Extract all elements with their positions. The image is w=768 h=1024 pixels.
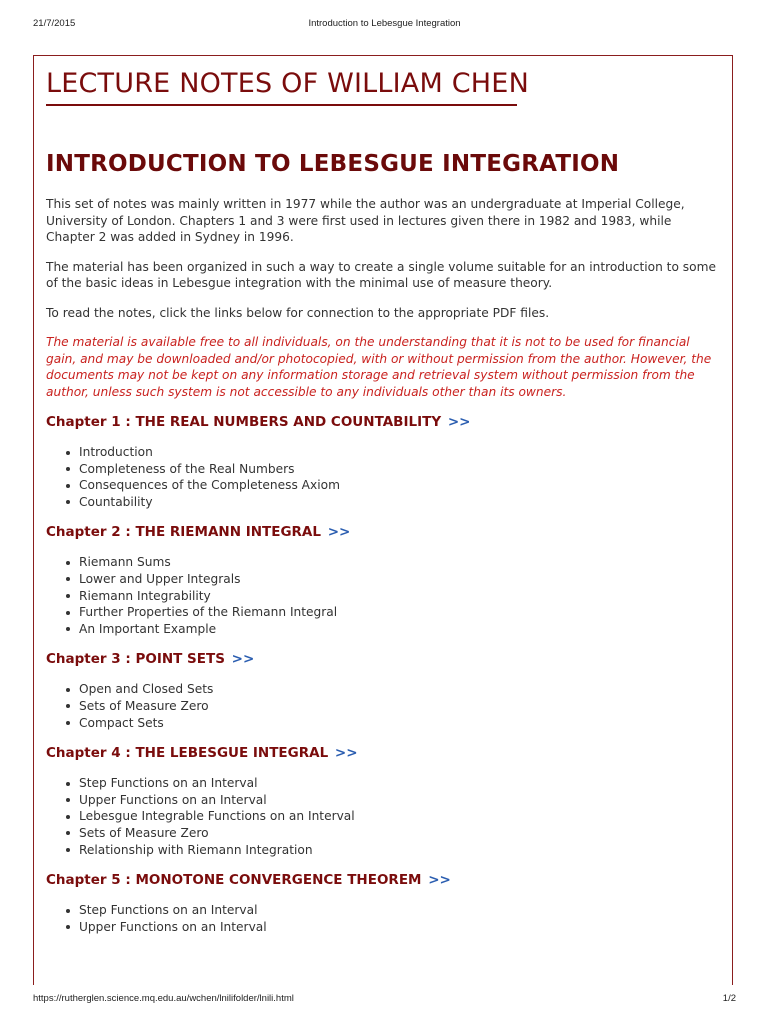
list-item: Lebesgue Integrable Functions on an Interval (79, 808, 720, 825)
chapter-1-pdf-link[interactable]: >> (447, 414, 471, 430)
chapter-heading (46, 745, 720, 761)
title-underline (46, 104, 517, 106)
list-item: Riemann Integrability (79, 588, 720, 605)
page-frame (33, 55, 733, 985)
section-list (46, 775, 720, 858)
chapter-3 (46, 651, 720, 731)
chapter-heading (46, 524, 720, 540)
list-item: Riemann Sums (79, 554, 720, 571)
list-item: Step Functions on an Interval (79, 902, 720, 919)
list-item: Introduction (79, 444, 720, 461)
section-list (46, 902, 720, 935)
print-url: https://rutherglen.science.mq.edu.au/wchen/lnilifolder/lnili.html (33, 993, 294, 1004)
list-item: Sets of Measure Zero (79, 698, 720, 715)
main-content (34, 56, 732, 935)
chapter-title: Chapter 5 : MONOTONE CONVERGENCE THEOREM (46, 872, 422, 889)
print-header (33, 18, 736, 32)
chapter-title: Chapter 4 : THE LEBESGUE INTEGRAL (46, 745, 329, 762)
list-item: Step Functions on an Interval (79, 775, 720, 792)
list-item: Sets of Measure Zero (79, 825, 720, 842)
list-item: Upper Functions on an Interval (79, 919, 720, 936)
chapter-4-pdf-link[interactable]: >> (334, 745, 358, 762)
list-item: An Important Example (79, 621, 720, 638)
chapter-heading (46, 872, 720, 888)
instructions-paragraph: To read the notes, click the links below for connection to the appropriate PDF files. (46, 305, 550, 320)
organization-paragraph: The material has been organized in such a way to create a single volume suitable for an introduction to some of the basic ideas in Lebesgue integration with the minimal use of measure theory. (46, 259, 716, 290)
chapter-4 (46, 745, 720, 858)
section-list (46, 554, 720, 637)
print-title: Introduction to Lebesgue Integration (308, 18, 461, 29)
print-footer (33, 993, 736, 1007)
list-item: Completeness of the Real Numbers (79, 461, 720, 478)
chapter-5 (46, 872, 720, 935)
list-item: Upper Functions on an Interval (79, 792, 720, 809)
intro-paragraph: This set of notes was mainly written in 1977 while the author was an undergraduate at Imperial College, University of London. Chapters 1 and 3 were first used in lectures given there in 1982 and 1983, while Chapter 2 was added in Sydney in 1996. (46, 197, 685, 244)
list-item: Compact Sets (79, 715, 720, 732)
chapter-1 (46, 414, 720, 510)
chapter-heading (46, 414, 720, 430)
section-list (46, 444, 720, 510)
chapter-2-pdf-link[interactable]: >> (327, 524, 351, 541)
copyright-notice: The material is available free to all individuals, on the understanding that it is not to be used for financial gain, and may be downloaded and/or photocopied, with or without permission from the author. However, the documents may not be kept on any information storage and retrieval system without permission from the author, unless such system is not accessible to any individuals other than its owners. (46, 335, 712, 399)
section-list (46, 681, 720, 731)
page-number: 1/2 (722, 993, 736, 1004)
chapter-title: Chapter 1 : THE REAL NUMBERS AND COUNTABILITY (46, 414, 442, 430)
list-item: Countability (79, 494, 720, 511)
print-date: 21/7/2015 (33, 18, 76, 29)
chapter-5-pdf-link[interactable]: >> (428, 872, 451, 889)
list-item: Relationship with Riemann Integration (79, 842, 720, 859)
site-title: LECTURE NOTES OF WILLIAM CHEN (46, 68, 529, 99)
list-item: Lower and Upper Integrals (79, 571, 720, 588)
chapter-title: Chapter 3 : POINT SETS (46, 651, 225, 668)
list-item: Consequences of the Completeness Axiom (79, 477, 720, 494)
chapter-list (46, 414, 720, 935)
chapter-3-pdf-link[interactable]: >> (231, 651, 255, 668)
chapter-heading (46, 651, 720, 667)
chapter-2 (46, 524, 720, 637)
chapter-title: Chapter 2 : THE RIEMANN INTEGRAL (46, 524, 321, 541)
list-item: Open and Closed Sets (79, 681, 720, 698)
list-item: Further Properties of the Riemann Integral (79, 604, 720, 621)
page-heading: INTRODUCTION TO LEBESGUE INTEGRATION (46, 151, 620, 177)
